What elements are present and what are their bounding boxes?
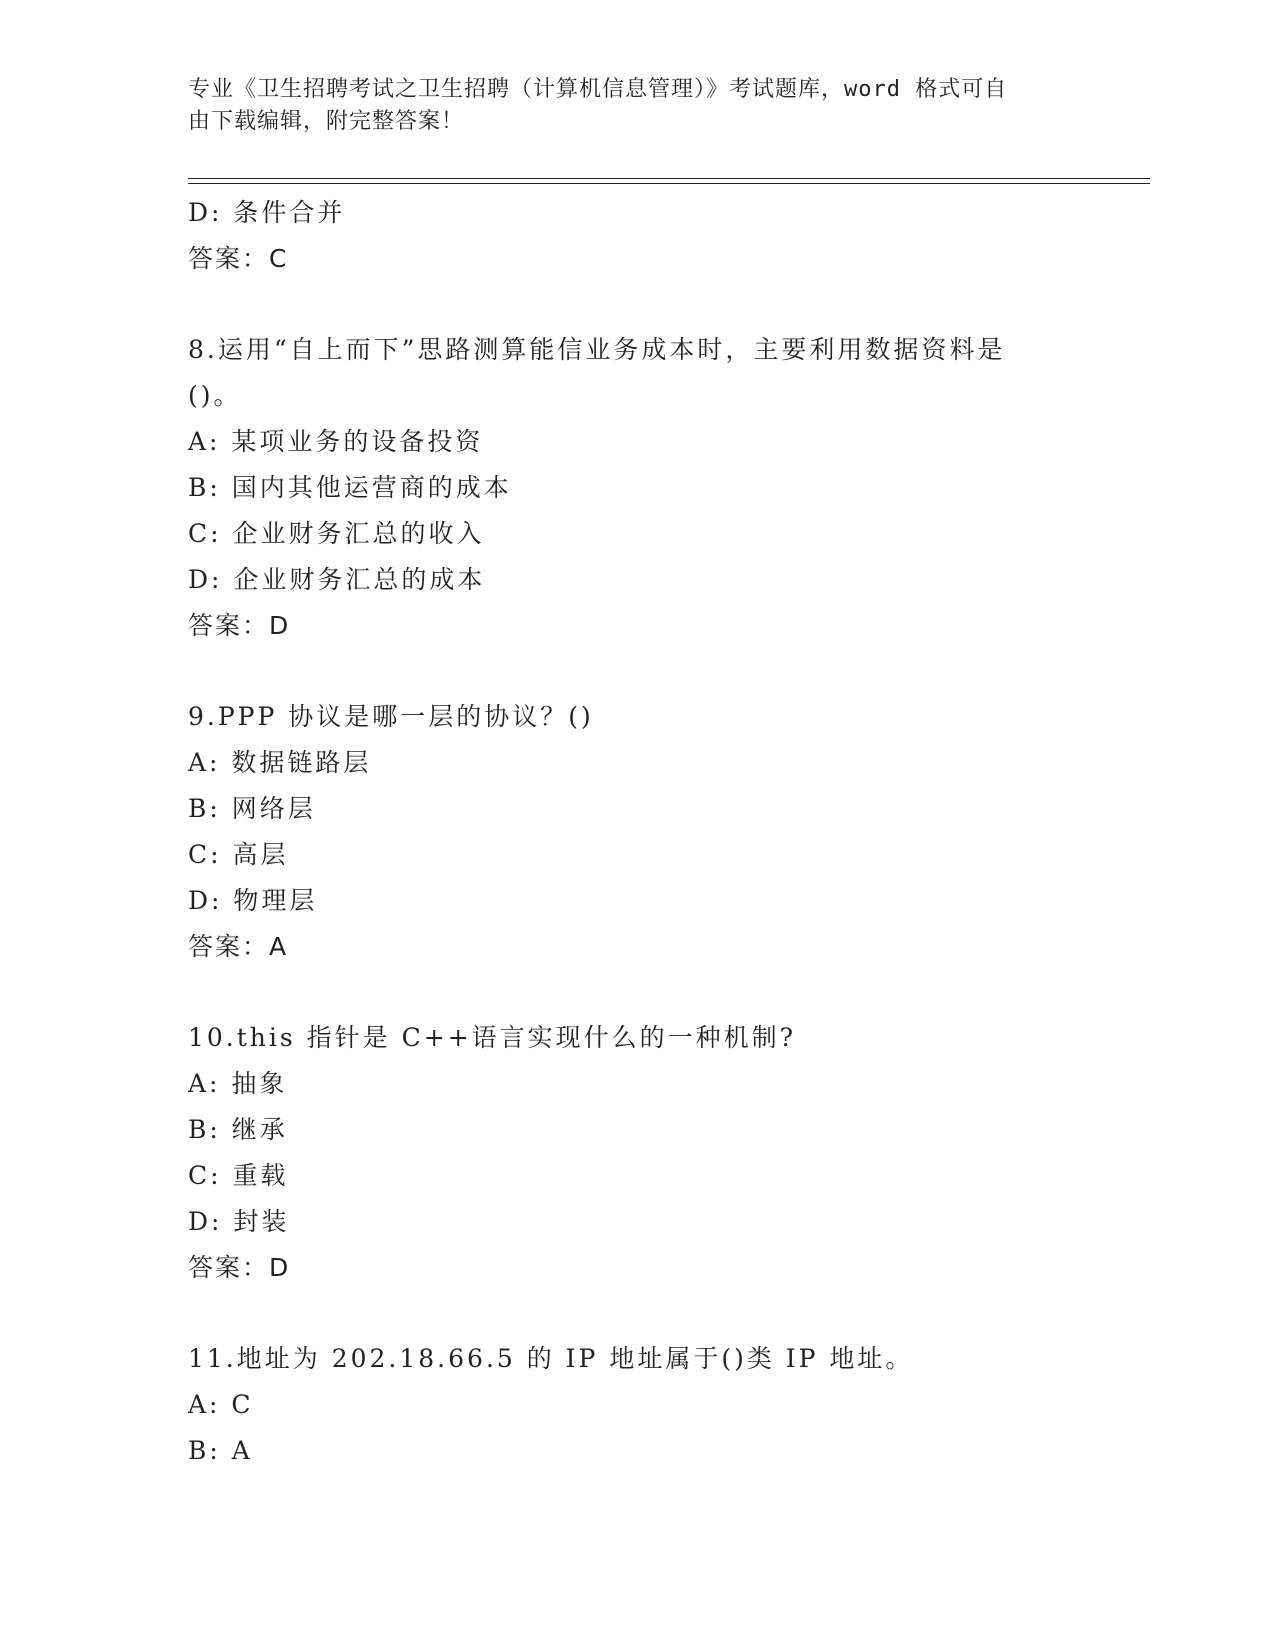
header-divider-top: [188, 178, 1150, 179]
question-8: [188, 327, 1088, 649]
option-c: C: 重载: [188, 1161, 289, 1190]
option-d: D: 企业财务汇总的成本: [188, 565, 486, 594]
option-d: D: 条件合并: [188, 198, 346, 227]
question-10: [188, 1015, 1088, 1291]
header-line-2: 由下载编辑，附完整答案！: [188, 109, 465, 134]
header-line-1: 专业《卫生招聘考试之卫生招聘（计算机信息管理）》考试题库，word 格式可自: [188, 77, 1008, 102]
option-c: C: 企业财务汇总的收入: [188, 519, 485, 548]
option-b: B: 网络层: [188, 794, 316, 823]
question-7-tail: [188, 190, 1088, 282]
option-d: D: 封装: [188, 1207, 290, 1236]
option-a: A: C: [188, 1390, 254, 1419]
header-divider-bottom: [188, 183, 1150, 184]
option-c: C: 高层: [188, 840, 289, 869]
answer-line: 答案：D: [188, 1253, 291, 1282]
answer-line: 答案：C: [188, 244, 289, 273]
question-stem: 10.this 指针是 C++语言实现什么的一种机制?: [188, 1023, 797, 1052]
question-stem: 8.运用“自上而下”思路测算能信业务成本时，主要利用数据资料是: [188, 335, 1006, 364]
answer-line: 答案：D: [188, 611, 291, 640]
option-a: A: 某项业务的设备投资: [188, 427, 484, 456]
question-list: [188, 190, 1088, 1474]
option-a: A: 抽象: [188, 1069, 288, 1098]
option-d: D: 物理层: [188, 886, 318, 915]
option-b: B: 继承: [188, 1115, 288, 1144]
question-stem-cont: ()。: [188, 381, 242, 410]
question-stem: 11.地址为 202.18.66.5 的 IP 地址属于()类 IP 地址。: [188, 1344, 914, 1373]
option-b: B: 国内其他运营商的成本: [188, 473, 512, 502]
question-11: [188, 1336, 1088, 1474]
question-stem: 9.PPP 协议是哪一层的协议？(): [188, 702, 594, 731]
option-a: A: 数据链路层: [188, 748, 372, 777]
question-9: [188, 694, 1088, 970]
document-header: [188, 74, 1078, 138]
answer-line: 答案：A: [188, 932, 289, 961]
option-b: B: A: [188, 1436, 253, 1465]
